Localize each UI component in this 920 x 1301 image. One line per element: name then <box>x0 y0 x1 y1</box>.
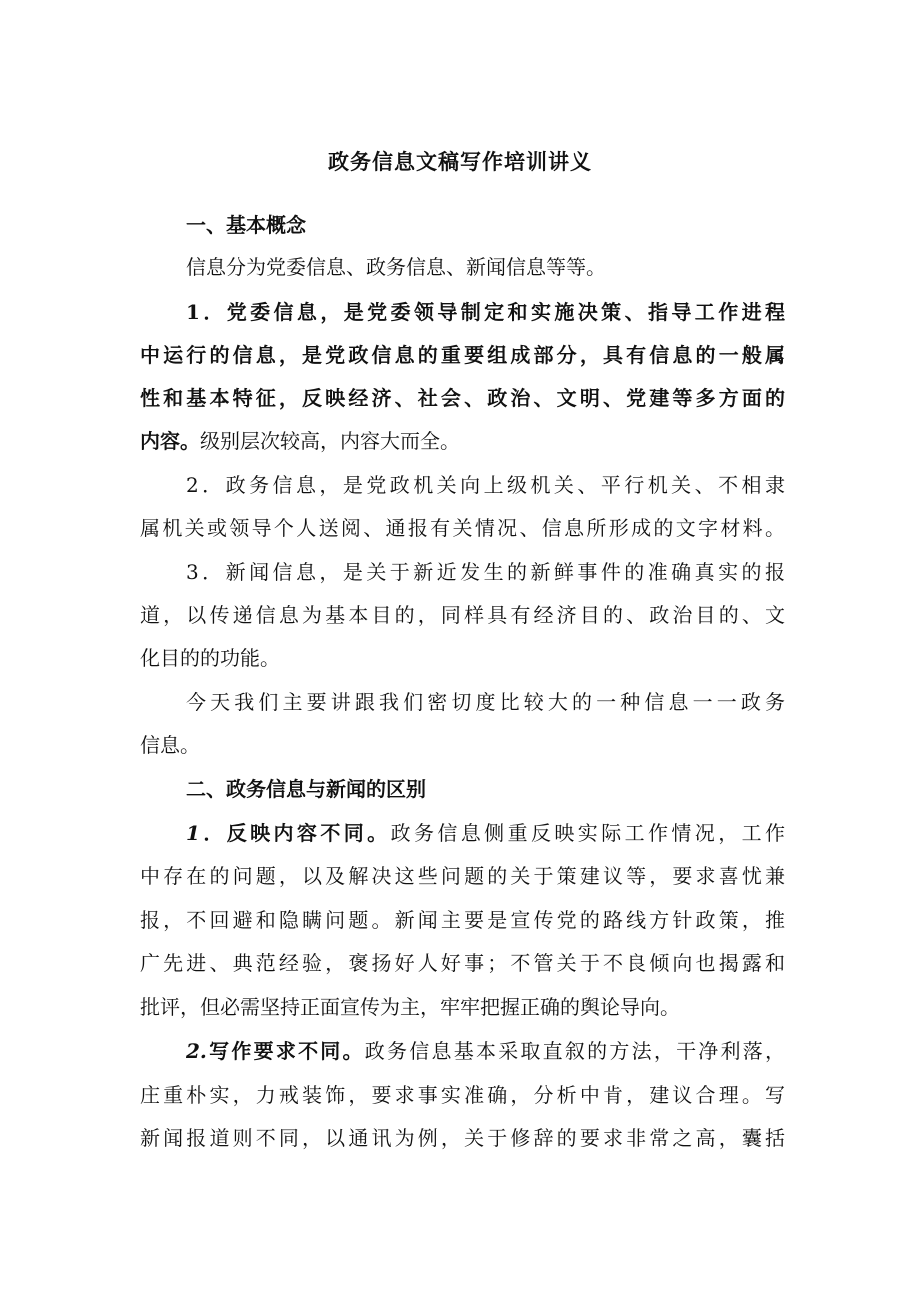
item1-line3: 性和基本特征，反映经济、社会、政治、文明、党建等多方面的 <box>140 386 785 410</box>
diff2-line1 <box>186 1036 785 1066</box>
item1-line4-rest: 级别层次较高，内容大而全。 <box>200 429 460 453</box>
document-title: 政务信息文稿写作培训讲义 <box>328 149 592 174</box>
today-line1: 今天我们主要讲跟我们密切度比较大的一种信息一一政务 <box>186 690 785 714</box>
item1-line4-bold: 内容。 <box>140 429 200 453</box>
diff1-line3: 报，不回避和隐瞒问题。新闻主要是宣传党的路线方针政策，推 <box>140 908 785 932</box>
paragraph-intro: 信息分为党委信息、政务信息、新闻信息等等。 <box>186 255 606 279</box>
item2-line1: 2．政务信息，是党政机关向上级机关、平行机关、不相隶 <box>186 473 785 497</box>
diff1-line1 <box>186 818 785 848</box>
diff1-line2: 中存在的问题，以及解决这些问题的关于策建议等，要求喜忧兼 <box>140 864 785 888</box>
diff1-number: 1 <box>186 821 200 845</box>
section-heading-basic-concepts: 一、基本概念 <box>186 213 306 237</box>
item1-line4 <box>140 426 785 456</box>
diff1-line5: 批评，但必需坚持正面宣传为主，牢牢把握正确的舆论导向。 <box>140 995 680 1019</box>
item3-line3: 化目的的功能。 <box>140 646 280 670</box>
diff1-line4: 广先进、典范经验，褒扬好人好事；不管关于不良倾向也揭露和 <box>140 951 785 975</box>
diff2-line2: 庄重朴实，力戒装饰，要求事实准确，分析中肯，建议合理。写 <box>140 1083 785 1107</box>
diff2-number: 2. <box>186 1039 207 1063</box>
item1-line2: 中运行的信息，是党政信息的重要组成部分，具有信息的一般属 <box>140 343 785 367</box>
item3-line2: 道，以传递信息为基本目的，同样具有经济目的、政治目的、文 <box>140 603 785 627</box>
diff2-line1-rest: 政务信息基本采取直叙的方法，干净利落， <box>364 1039 785 1063</box>
today-line2: 信息。 <box>140 733 200 757</box>
diff2-line3: 新闻报道则不同，以通讯为例，关于修辞的要求非常之高，囊括 <box>140 1126 785 1150</box>
section-heading-differences: 二、政务信息与新闻的区别 <box>186 777 426 801</box>
diff2-label: 写作要求不同。 <box>206 1039 365 1063</box>
diff1-label: ．反映内容不同。 <box>199 821 391 845</box>
item3-line1: 3．新闻信息，是关于新近发生的新鲜事件的准确真实的报 <box>186 560 785 584</box>
diff1-line1-rest: 政务信息侧重反映实际工作情况，工作 <box>390 821 785 845</box>
item1-line1: 1．党委信息，是党委领导制定和实施决策、指导工作进程 <box>186 300 785 324</box>
item2-line2: 属机关或领导个人送阅、通报有关情况、信息所形成的文字材料。 <box>140 516 785 540</box>
